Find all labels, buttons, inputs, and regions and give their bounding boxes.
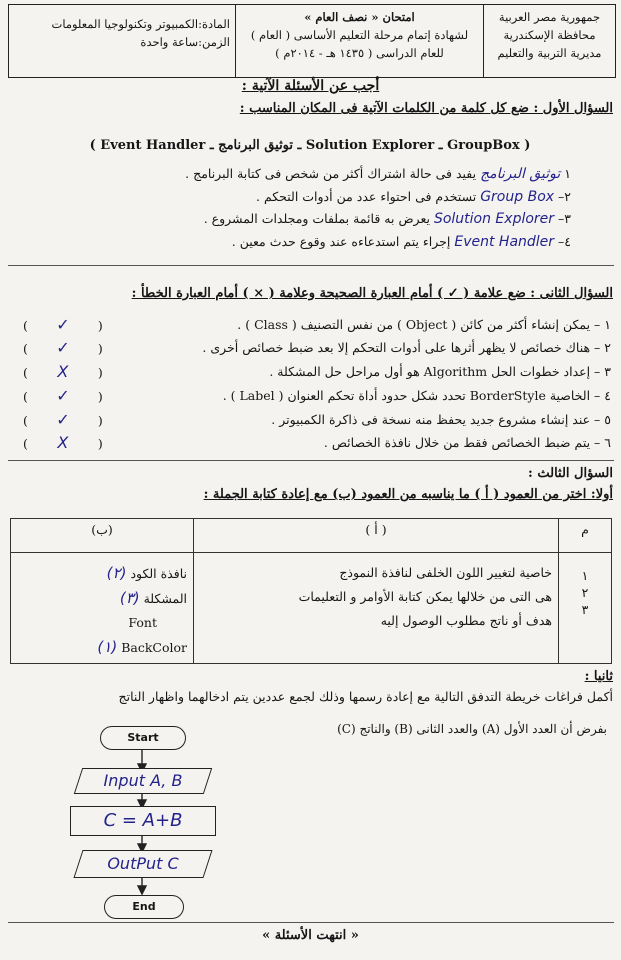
col-b-item-1: نافذة الكود (٢) bbox=[106, 564, 187, 582]
q3-part2-assumption: بفرض أن العدد الأول (A) والعدد الثانى (B) والناتج (C) bbox=[337, 722, 607, 736]
col-b-header: (ب) bbox=[11, 519, 194, 553]
header-year: للعام الدراسى ( ١٤٣٥ هـ - ٢٠١٤م ) bbox=[275, 46, 444, 60]
col-b-item-2: المشكلة (٣) bbox=[119, 589, 187, 607]
q1-answer-3: Solution Explorer bbox=[433, 211, 555, 227]
q1-answer-4: Event Handler bbox=[454, 234, 555, 250]
header-subject: المادة:الكمبيوتر وتكنولوجيا المعلومات bbox=[51, 17, 230, 31]
divider bbox=[8, 265, 614, 266]
q3-part2-title: ثانيا : bbox=[584, 669, 613, 684]
q2-mark-5: ✓ bbox=[56, 410, 70, 429]
header-center-block bbox=[235, 5, 483, 77]
header-country: جمهورية مصر العربية bbox=[498, 10, 601, 24]
q1-item-3: ٣– Solution Explorer يعرض به قائمة بملفات ومجلدات المشروع . bbox=[203, 211, 571, 227]
col-b-item-3: Font bbox=[128, 615, 157, 630]
q1-word-bank: ( GroupBox ـ Solution Explorer ـ توثيق البرنامج ـ Event Handler ) bbox=[89, 138, 531, 153]
q2-item-1: ١ – يمكن إنشاء أكثر من كائن ( Object ) من نفس التصنيف ( Class ) . ( ✓ ) bbox=[23, 315, 611, 334]
header-governorate: محافظة الإسكندرية bbox=[503, 28, 596, 42]
q2-mark-6: X bbox=[57, 433, 69, 452]
flow-input bbox=[78, 768, 208, 794]
divider bbox=[8, 922, 614, 923]
col-a-item-3: هدف أو ناتج مطلوب الوصول إليه bbox=[380, 613, 552, 628]
header-directorate: مديرية التربية والتعليم bbox=[497, 46, 602, 60]
flow-input-text: Input A, B bbox=[103, 771, 183, 790]
header-exam-title: امتحان « نصف العام » bbox=[304, 10, 415, 24]
q1-item-2: ٢– Group Box تستخدم فى احتواء عدد من أدوات التحكم . bbox=[256, 189, 571, 205]
col-a-cell bbox=[194, 553, 559, 664]
q2-item-6: ٦ – يتم ضبط الخصائص فقط من خلال نافذة الخصائص . ( X ) bbox=[23, 433, 611, 452]
q3-part1-title: أولا: اختر من العمود ( أ ) ما يناسبه من العمود (ب) مع إعادة كتابة الجملة : bbox=[203, 487, 613, 502]
q1-title: السؤال الأول : ضع كل كلمة من الكلمات الآتية فى المكان المناسب : bbox=[239, 101, 613, 116]
q2-mark-3: X bbox=[57, 362, 69, 381]
row-numbers: ١ ٢ ٣ bbox=[559, 553, 612, 664]
header-certificate: لشهادة إتمام مرحلة التعليم الأساسى ( العام ) bbox=[250, 28, 469, 42]
header-right-block bbox=[483, 5, 615, 77]
col-a-item-2: هى التى من خلالها يمكن كتابة الأوامر و التعليمات bbox=[298, 589, 552, 604]
q1-item-1: ١ توثيق البرنامج يفيد فى حالة اشتراك أكثر من شخص فى كتابة البرنامج . bbox=[185, 166, 571, 182]
q2-item-3: ٣ – إعداد خطوات الحل Algorithm هو أول مراحل حل المشكلة . ( X ) bbox=[23, 362, 611, 381]
flow-output bbox=[78, 850, 208, 878]
flow-end: End bbox=[104, 895, 184, 919]
q1-item-4: ٤– Event Handler إجراء يتم استدعاءه عند وقوع حدث معين . bbox=[231, 234, 571, 250]
q2-item-4: ٤ – الخاصية BorderStyle تحدد شكل حدود أداة تحكم العنوان ( Label ) . ( ✓ ) bbox=[23, 386, 611, 405]
header-left-block bbox=[9, 5, 235, 77]
matching-table bbox=[10, 518, 612, 664]
q2-item-5: ٥ – عند إنشاء مشروع جديد يحفظ منه نسخة فى ذاكرة الكمبيوتر . ( ✓ ) bbox=[23, 410, 611, 429]
q2-mark-1: ✓ bbox=[56, 315, 70, 334]
divider bbox=[8, 460, 614, 461]
col-b-cell bbox=[11, 553, 194, 664]
q2-mark-4: ✓ bbox=[56, 386, 70, 405]
exam-footer: « انتهت الأسئلة » bbox=[262, 928, 359, 943]
flow-process bbox=[70, 806, 216, 836]
col-num-header: م bbox=[559, 519, 612, 553]
q2-mark-2: ✓ bbox=[56, 338, 70, 357]
flow-output-text: OutPut C bbox=[107, 854, 179, 873]
q1-answer-1: توثيق البرنامج bbox=[480, 166, 561, 182]
exam-header bbox=[8, 4, 616, 78]
q3-title: السؤال الثالث : bbox=[528, 466, 613, 481]
q3-part2-text: أكمل فراغات خريطة التدفق التالية مع إعادة رسمها وذلك لجمع عددين يتم ادخالهما واظهار الناتج bbox=[118, 689, 613, 704]
col-b-item-4: (١) BackColor bbox=[97, 638, 187, 656]
q2-item-2: ٢ – هناك خصائص لا يظهر أثرها على أدوات التحكم إلا بعد ضبط خصائص أخرى . ( ✓ ) bbox=[23, 338, 611, 357]
col-a-item-1: خاصية لتغيير اللون الخلفى لنافذة النموذج bbox=[339, 565, 552, 580]
col-a-header: ( أ ) bbox=[194, 519, 559, 553]
q1-answer-2: Group Box bbox=[480, 189, 555, 205]
flow-process-text: C = A+B bbox=[103, 810, 183, 831]
q2-title: السؤال الثانى : ضع علامة ( ✓ ) أمام العبارة الصحيحة وعلامة ( × ) أمام العبارة الخطأ : bbox=[131, 286, 613, 301]
flow-start: Start bbox=[100, 726, 186, 750]
instruction: أجب عن الأسئلة الآتية : bbox=[241, 78, 380, 94]
header-time: الزمن:ساعة واحدة bbox=[140, 35, 230, 49]
